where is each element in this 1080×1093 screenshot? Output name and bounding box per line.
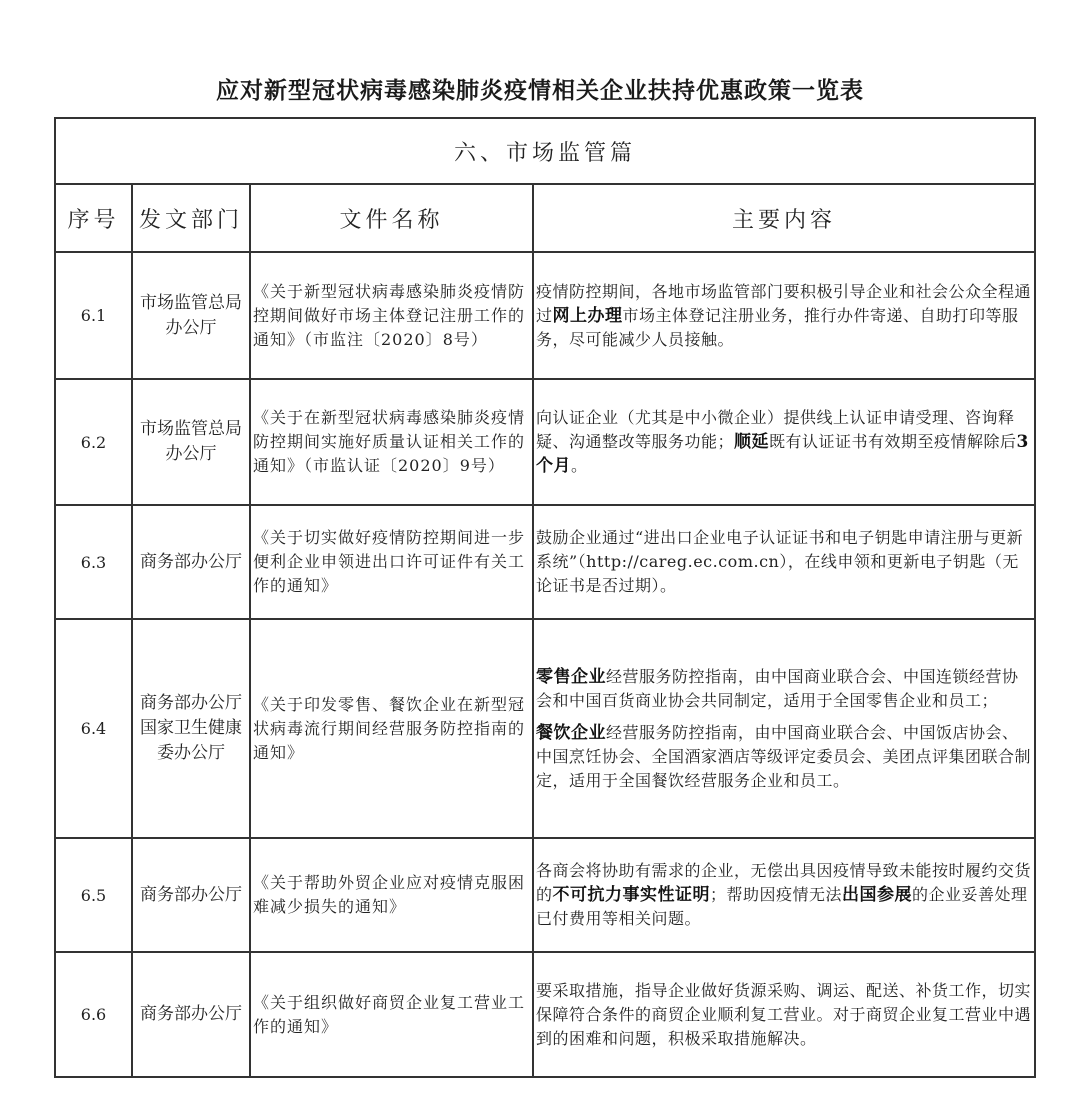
- row-doc: 《关于切实做好疫情防控期间进一步便利企业申领进出口许可证件有关工作的通知》: [250, 505, 533, 619]
- page-title: 应对新型冠状病毒感染肺炎疫情相关企业扶持优惠政策一览表: [216, 78, 864, 104]
- section-row: [55, 118, 1035, 184]
- row-num: 6.5: [55, 838, 132, 952]
- table-row: [55, 619, 1035, 838]
- row-dept: 商务部办公厅: [132, 505, 250, 619]
- content-text: ；帮助因疫情无法: [710, 885, 843, 904]
- content-bold: 餐饮企业: [536, 722, 606, 743]
- content-text: 市场主体登记注册业务，推行办件寄递、自助打印等服务，尽可能减少人员接触。: [536, 305, 1019, 349]
- content-bold: 出国参展: [842, 885, 913, 905]
- row-content: [533, 379, 1035, 505]
- content-paragraph: [536, 721, 1032, 793]
- content-bold: 网上办理: [552, 305, 623, 326]
- header-num: 序号: [55, 184, 132, 252]
- table-row: [55, 952, 1035, 1077]
- row-doc: 《关于新型冠状病毒感染肺炎疫情防控期间做好市场主体登记注册工作的通知》（市监注〔2020〕8号）: [250, 252, 533, 379]
- row-content: [533, 619, 1035, 838]
- row-doc: 《关于在新型冠状病毒感染肺炎疫情防控期间实施好质量认证相关工作的通知》（市监认证〔2020〕9号）: [250, 379, 533, 505]
- row-num: 6.6: [55, 952, 132, 1077]
- row-doc: 《关于组织做好商贸企业复工营业工作的通知》: [250, 952, 533, 1077]
- content-text: 疫情防控期间，各地市场监管部门要积极引导企业和社会公众全程通过: [536, 281, 1032, 325]
- row-doc: 《关于印发零售、餐饮企业在新型冠状病毒流行期间经营服务防控指南的通知》: [250, 619, 533, 838]
- content-text: 的企业妥善处理已付费用等相关问题。: [536, 885, 1028, 928]
- content-bold: 顺延: [734, 432, 770, 452]
- row-dept: 市场监管总局办公厅: [132, 252, 250, 379]
- section-title: 六、市场监管篇: [55, 118, 1035, 184]
- table-row: [55, 838, 1035, 952]
- content-bold: 不可抗力事实性证明: [552, 885, 711, 905]
- content-text: 经营服务防控指南，由中国商业联合会、中国饭店协会、中国烹饪协会、全国酒家酒店等级评定委员会、美团点评集团联合制定，适用于全国餐饮经营服务企业和员工。: [536, 722, 1032, 790]
- policy-table: [54, 117, 1036, 1078]
- row-dept: 商务部办公厅: [132, 838, 250, 952]
- table-row: [55, 379, 1035, 505]
- row-dept: 市场监管总局办公厅: [132, 379, 250, 505]
- row-num: 6.4: [55, 619, 132, 838]
- row-content: [533, 252, 1035, 379]
- header-dept: 发文部门: [132, 184, 250, 252]
- content-text: 。: [571, 456, 588, 475]
- row-dept: 商务部办公厅: [132, 952, 250, 1077]
- row-content: [533, 838, 1035, 952]
- row-content: 鼓励企业通过“进出口企业电子认证证书和电子钥匙申请注册与更新系统”（http://careg.ec.com.cn），在线申领和更新电子钥匙（无论证书是否过期）。: [533, 505, 1035, 619]
- content-bold: 3个月: [536, 432, 1029, 476]
- row-num: 6.2: [55, 379, 132, 505]
- header-doc: 文件名称: [250, 184, 533, 252]
- row-doc: 《关于帮助外贸企业应对疫情克服困难减少损失的通知》: [250, 838, 533, 952]
- header-content: 主要内容: [533, 184, 1035, 252]
- header-row: [55, 184, 1035, 252]
- content-paragraph: [536, 665, 1032, 713]
- content-text: 向认证企业（尤其是中小微企业）提供线上认证申请受理、咨询释疑、沟通整改等服务功能；: [536, 408, 1015, 451]
- row-content: 要采取措施，指导企业做好货源采购、调运、配送、补货工作，切实保障符合条件的商贸企业顺利复工营业。对于商贸企业复工营业中遇到的困难和问题，积极采取措施解决。: [533, 952, 1035, 1077]
- row-num: 6.1: [55, 252, 132, 379]
- content-text: 经营服务防控指南，由中国商业联合会、中国连锁经营协会和中国百货商业协会共同制定，适用于全国零售企业和员工；: [536, 666, 1019, 710]
- row-dept: 商务部办公厅 国家卫生健康委办公厅: [132, 619, 250, 838]
- row-num: 6.3: [55, 505, 132, 619]
- table-row: [55, 505, 1035, 619]
- content-bold: 零售企业: [536, 666, 606, 687]
- table-row: [55, 252, 1035, 379]
- content-text: 既有认证证书有效期至疫情解除后: [769, 432, 1017, 451]
- content-text: 各商会将协助有需求的企业，无偿出具因疫情导致未能按时履约交货的: [536, 861, 1032, 904]
